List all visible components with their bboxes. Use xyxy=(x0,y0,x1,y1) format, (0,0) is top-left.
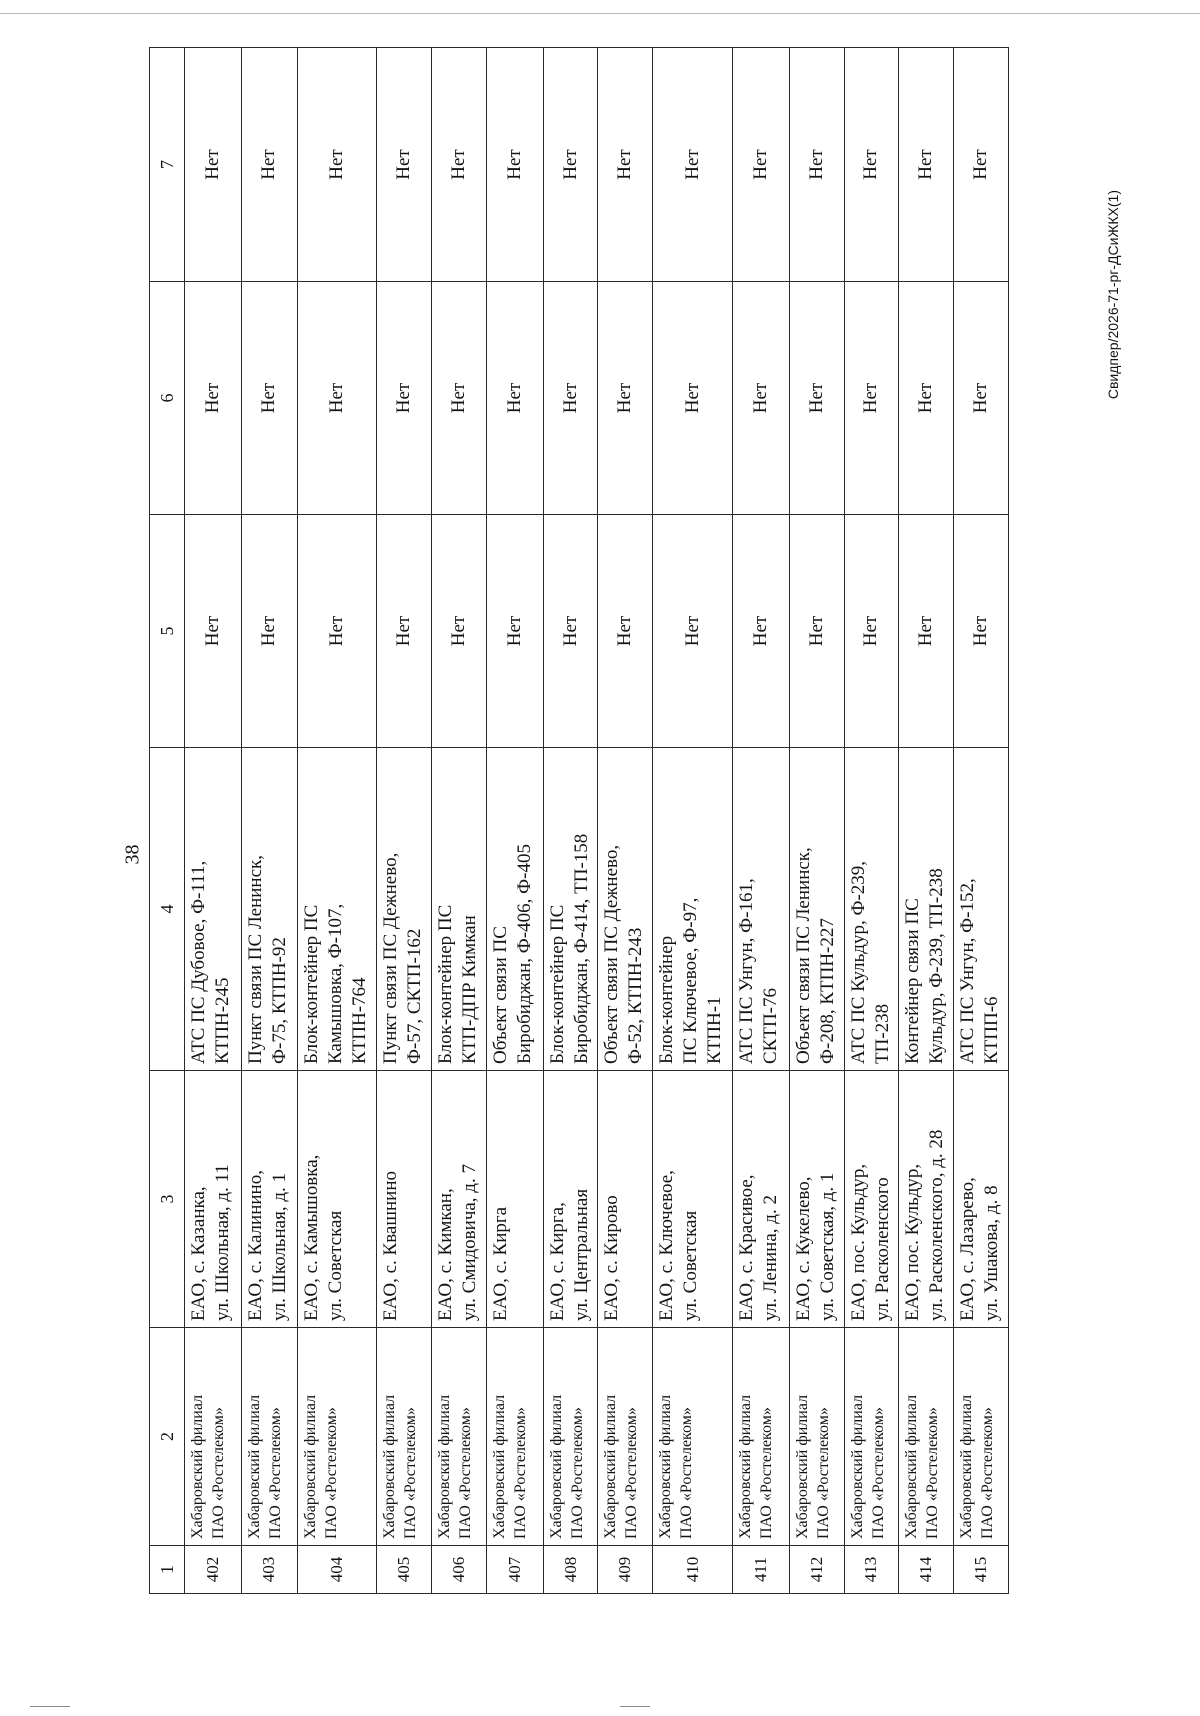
column-6-cell: Нет xyxy=(653,282,733,515)
table-row xyxy=(185,48,242,1594)
object-cell-line: Блок-контейнер ПС xyxy=(300,904,322,1064)
organization-cell-line: Хабаровский филиал xyxy=(736,1394,754,1539)
rotated-table-container xyxy=(149,48,1009,1594)
column-6-cell: Нет xyxy=(954,282,1009,515)
row-number-cell: 408 xyxy=(543,1546,598,1594)
object-cell-line: Пункт связи ПС Дежнево, xyxy=(380,852,402,1064)
address-cell xyxy=(297,1071,377,1328)
object-cell xyxy=(185,748,242,1071)
object-cell xyxy=(899,748,954,1071)
row-number-cell: 406 xyxy=(432,1546,487,1594)
row-number-cell: 405 xyxy=(377,1546,432,1594)
object-cell-line: Объект связи ПС xyxy=(489,926,511,1064)
table-row xyxy=(789,48,844,1594)
organization-cell xyxy=(789,1328,844,1546)
organization-cell-line: Хабаровский филиал xyxy=(189,1394,206,1539)
column-6-cell: Нет xyxy=(185,282,242,515)
row-number-cell: 402 xyxy=(185,1546,242,1594)
object-cell-line: АТС ПС Унгун, Ф-161, xyxy=(735,878,757,1064)
object-cell xyxy=(789,748,844,1071)
object-cell-line: КТПН-1 xyxy=(704,996,726,1064)
address-cell-line: ЕАО, с. Кирга, xyxy=(546,1202,568,1321)
object-cell-line: КТПН-764 xyxy=(348,977,370,1064)
address-cell-line: ЕАО, с. Кирга xyxy=(489,1206,511,1321)
column-header: 1 xyxy=(150,1546,185,1594)
table-row xyxy=(241,48,297,1594)
column-7-cell: Нет xyxy=(653,48,733,282)
column-6-cell: Нет xyxy=(543,282,598,515)
organization-cell xyxy=(432,1328,487,1546)
address-cell-line: ЕАО, с. Казанка, xyxy=(188,1186,209,1321)
organization-cell-line: ПАО «Ростелеком» xyxy=(814,1407,832,1539)
organization-cell-line: Хабаровский филиал xyxy=(547,1394,565,1539)
object-cell xyxy=(844,748,899,1071)
table-row xyxy=(432,48,487,1594)
row-number-cell: 412 xyxy=(789,1546,844,1594)
row-number-cell: 414 xyxy=(899,1546,954,1594)
object-cell-line: КТП-ДПР Кимкан xyxy=(459,915,481,1064)
organization-cell-line: Хабаровский филиал xyxy=(245,1394,263,1539)
row-number-cell: 403 xyxy=(241,1546,297,1594)
column-7-cell: Нет xyxy=(732,48,789,282)
column-7-cell: Нет xyxy=(241,48,297,282)
object-cell-line: Контейнер связи ПС xyxy=(902,898,924,1064)
table-row xyxy=(486,48,543,1594)
column-5-cell: Нет xyxy=(486,515,543,748)
address-cell xyxy=(899,1071,954,1328)
column-6-cell: Нет xyxy=(377,282,432,515)
object-cell-line: АТС ПС Унгун, Ф-152, xyxy=(957,878,979,1064)
scan-mark xyxy=(620,1706,650,1707)
document-code-text: Свидпер/2026-71-рг-ДСиЖКХ(1) xyxy=(1105,190,1121,400)
organization-cell-line: ПАО «Ростелеком» xyxy=(511,1407,529,1539)
object-cell xyxy=(543,748,598,1071)
row-number-cell: 410 xyxy=(653,1546,733,1594)
object-cell-line: Камышовка, Ф-107, xyxy=(324,903,346,1064)
table-row xyxy=(543,48,598,1594)
column-6-cell: Нет xyxy=(899,282,954,515)
organization-cell-line: ПАО «Ростелеком» xyxy=(678,1407,696,1539)
organization-cell xyxy=(844,1328,899,1546)
object-cell-line: КТПП-6 xyxy=(981,996,1003,1064)
column-5-cell: Нет xyxy=(543,515,598,748)
address-cell-line: ЕАО, с. Ключевое, xyxy=(656,1170,678,1321)
address-cell-line: ЕАО, с. Калинино, xyxy=(244,1170,266,1321)
column-5-cell: Нет xyxy=(297,515,377,748)
object-cell-line: КТПН-245 xyxy=(212,977,233,1064)
organization-cell-line: Хабаровский филиал xyxy=(958,1394,976,1539)
column-5-cell: Нет xyxy=(598,515,653,748)
address-cell-line: ул. Ушакова, д. 8 xyxy=(981,1185,1003,1321)
organization-cell-line: ПАО «Ростелеком» xyxy=(924,1407,942,1539)
column-6-cell: Нет xyxy=(297,282,377,515)
address-cell-line: ЕАО, пос. Кульдур, xyxy=(902,1163,924,1321)
address-cell-line: ЕАО, с. Квашнино xyxy=(380,1171,402,1321)
address-cell xyxy=(954,1071,1009,1328)
address-cell xyxy=(732,1071,789,1328)
address-cell-line: ул. Советская, д. 1 xyxy=(816,1172,838,1321)
organization-cell xyxy=(377,1328,432,1546)
organization-cell-line: Хабаровский филиал xyxy=(903,1394,921,1539)
address-cell-line: ЕАО, с. Кимкан, xyxy=(435,1188,457,1321)
organization-cell-line: ПАО «Ростелеком» xyxy=(757,1407,775,1539)
object-cell-line: СКТП-76 xyxy=(759,988,781,1064)
organization-cell-line: ПАО «Ростелеком» xyxy=(979,1407,997,1539)
organization-cell-line: Хабаровский филиал xyxy=(848,1394,866,1539)
column-7-cell: Нет xyxy=(598,48,653,282)
organization-cell xyxy=(543,1328,598,1546)
address-cell xyxy=(185,1071,242,1328)
column-5-cell: Нет xyxy=(732,515,789,748)
column-7-cell: Нет xyxy=(185,48,242,282)
organization-cell xyxy=(241,1328,297,1546)
organization-cell-line: Хабаровский филиал xyxy=(490,1394,508,1539)
scan-top-edge xyxy=(0,13,1200,14)
column-5-cell: Нет xyxy=(377,515,432,748)
scan-mark xyxy=(30,1706,70,1707)
address-cell-line: ЕАО, с. Камышовка, xyxy=(300,1154,322,1321)
column-5-cell: Нет xyxy=(653,515,733,748)
column-header: 3 xyxy=(150,1071,185,1328)
table-row xyxy=(844,48,899,1594)
row-number-cell: 404 xyxy=(297,1546,377,1594)
organization-cell xyxy=(486,1328,543,1546)
row-number-cell: 413 xyxy=(844,1546,899,1594)
organization-cell xyxy=(954,1328,1009,1546)
table-row xyxy=(899,48,954,1594)
header-row xyxy=(150,48,185,1594)
column-7-cell: Нет xyxy=(486,48,543,282)
organization-cell xyxy=(297,1328,377,1546)
row-number-cell: 415 xyxy=(954,1546,1009,1594)
column-header: 7 xyxy=(150,48,185,282)
column-5-cell: Нет xyxy=(432,515,487,748)
object-cell-line: ТП-238 xyxy=(871,1003,893,1064)
object-cell xyxy=(377,748,432,1071)
column-7-cell: Нет xyxy=(377,48,432,282)
organization-cell-line: ПАО «Ростелеком» xyxy=(869,1407,887,1539)
column-7-cell: Нет xyxy=(844,48,899,282)
column-header: 4 xyxy=(150,748,185,1071)
column-6-cell: Нет xyxy=(486,282,543,515)
address-cell-line: ЕАО, пос. Кульдур, xyxy=(847,1163,869,1321)
organization-cell-line: ПАО «Ростелеком» xyxy=(568,1407,586,1539)
object-cell xyxy=(598,748,653,1071)
row-number-cell: 411 xyxy=(732,1546,789,1594)
address-cell-line: ЕАО, с. Кукелево, xyxy=(792,1176,814,1321)
row-number-cell: 409 xyxy=(598,1546,653,1594)
address-cell xyxy=(598,1071,653,1328)
object-cell xyxy=(653,748,733,1071)
address-cell-line: ул. Смидовича, д. 7 xyxy=(459,1164,481,1321)
address-cell-line: ул. Школьная, д. 11 xyxy=(212,1164,233,1321)
object-cell-line: АТС ПС Кульдур, Ф-239, xyxy=(847,860,869,1064)
address-cell xyxy=(789,1071,844,1328)
column-7-cell: Нет xyxy=(899,48,954,282)
address-cell xyxy=(844,1071,899,1328)
address-cell-line: ул. Советская xyxy=(324,1210,346,1321)
column-6-cell: Нет xyxy=(844,282,899,515)
table-row xyxy=(653,48,733,1594)
table-row xyxy=(377,48,432,1594)
address-cell-line: ЕАО, с. Кирово xyxy=(601,1195,623,1321)
organization-cell-line: Хабаровский филиал xyxy=(602,1394,620,1539)
object-cell xyxy=(432,748,487,1071)
address-cell-line: ул. Расколенского, д. 28 xyxy=(926,1129,948,1321)
object-cell xyxy=(486,748,543,1071)
organization-cell xyxy=(598,1328,653,1546)
organization-cell-line: Хабаровский филиал xyxy=(793,1394,811,1539)
organization-cell xyxy=(653,1328,733,1546)
row-number-cell: 407 xyxy=(486,1546,543,1594)
object-cell-line: Ф-57, СКТП-162 xyxy=(404,928,426,1064)
object-cell-line: Ф-75, КТПН-92 xyxy=(268,937,290,1064)
address-cell-line: ул. Расколенского xyxy=(871,1177,893,1321)
address-cell-line: ЕАО, с. Красивое, xyxy=(735,1174,757,1321)
address-cell-line: ул. Ленина, д. 2 xyxy=(759,1195,781,1321)
organization-cell-line: ПАО «Ростелеком» xyxy=(402,1407,420,1539)
table-row xyxy=(954,48,1009,1594)
object-cell-line: Биробиджан, Ф-414, ТП-158 xyxy=(570,833,592,1064)
object-cell-line: Ф-208, КТПН-227 xyxy=(816,918,838,1064)
column-7-cell: Нет xyxy=(954,48,1009,282)
object-cell-line: Блок-контейнер ПС xyxy=(435,904,457,1064)
address-cell xyxy=(486,1071,543,1328)
organization-cell xyxy=(899,1328,954,1546)
column-header: 6 xyxy=(150,282,185,515)
address-cell xyxy=(377,1071,432,1328)
object-cell-line: Блок-контейнер xyxy=(656,935,678,1064)
object-cell-line: Блок-контейнер ПС xyxy=(546,904,568,1064)
column-5-cell: Нет xyxy=(954,515,1009,748)
organization-cell-line: ПАО «Ростелеком» xyxy=(623,1407,641,1539)
column-6-cell: Нет xyxy=(241,282,297,515)
address-cell-line: ул. Советская xyxy=(680,1210,702,1321)
column-5-cell: Нет xyxy=(185,515,242,748)
column-7-cell: Нет xyxy=(543,48,598,282)
object-cell-line: Объект связи ПС Ленинск, xyxy=(792,847,814,1064)
column-5-cell: Нет xyxy=(899,515,954,748)
address-cell xyxy=(543,1071,598,1328)
table-row xyxy=(598,48,653,1594)
column-7-cell: Нет xyxy=(297,48,377,282)
organization-cell-line: Хабаровский филиал xyxy=(301,1394,319,1539)
organization-cell-line: Хабаровский филиал xyxy=(657,1394,675,1539)
address-cell-line: ул. Центральная xyxy=(570,1188,592,1321)
table-row xyxy=(297,48,377,1594)
column-6-cell: Нет xyxy=(789,282,844,515)
organization-cell-line: ПАО «Ростелеком» xyxy=(457,1407,475,1539)
object-cell xyxy=(297,748,377,1071)
column-7-cell: Нет xyxy=(432,48,487,282)
object-cell xyxy=(732,748,789,1071)
address-cell xyxy=(432,1071,487,1328)
object-cell-line: Ф-52, КТПН-243 xyxy=(625,927,647,1064)
column-6-cell: Нет xyxy=(732,282,789,515)
object-cell-line: Пункт связи ПС Ленинск, xyxy=(244,855,266,1064)
address-cell-line: ЕАО, с. Лазарево, xyxy=(957,1177,979,1321)
organization-cell-line: ПАО «Ростелеком» xyxy=(322,1407,340,1539)
table-body xyxy=(185,48,1009,1594)
organization-cell-line: ПАО «Ростелеком» xyxy=(266,1407,284,1539)
column-header: 5 xyxy=(150,515,185,748)
address-cell-line: ул. Школьная, д. 1 xyxy=(268,1173,290,1321)
column-header: 2 xyxy=(150,1328,185,1546)
object-cell-line: АТС ПС Дубовое, Ф-111, xyxy=(188,860,209,1064)
column-6-cell: Нет xyxy=(598,282,653,515)
organization-cell xyxy=(185,1328,242,1546)
object-cell-line: Биробиджан, Ф-406, Ф-405 xyxy=(513,844,535,1064)
data-table xyxy=(149,47,1009,1594)
column-5-cell: Нет xyxy=(844,515,899,748)
object-cell xyxy=(241,748,297,1071)
organization-cell-line: Хабаровский филиал xyxy=(381,1394,399,1539)
organization-cell-line: ПАО «Ростелеком» xyxy=(210,1407,227,1539)
object-cell-line: Объект связи ПС Дежнево, xyxy=(601,844,623,1064)
organization-cell-line: Хабаровский филиал xyxy=(436,1394,454,1539)
object-cell-line: ПС Ключевое, Ф-97, xyxy=(680,897,702,1064)
column-6-cell: Нет xyxy=(432,282,487,515)
object-cell-line: Кульдур, Ф-239, ТП-238 xyxy=(926,868,948,1064)
table-row xyxy=(732,48,789,1594)
organization-cell xyxy=(732,1328,789,1546)
page-number: 38 xyxy=(121,844,144,865)
column-5-cell: Нет xyxy=(789,515,844,748)
column-7-cell: Нет xyxy=(789,48,844,282)
address-cell xyxy=(653,1071,733,1328)
column-5-cell: Нет xyxy=(241,515,297,748)
address-cell xyxy=(241,1071,297,1328)
object-cell xyxy=(954,748,1009,1071)
